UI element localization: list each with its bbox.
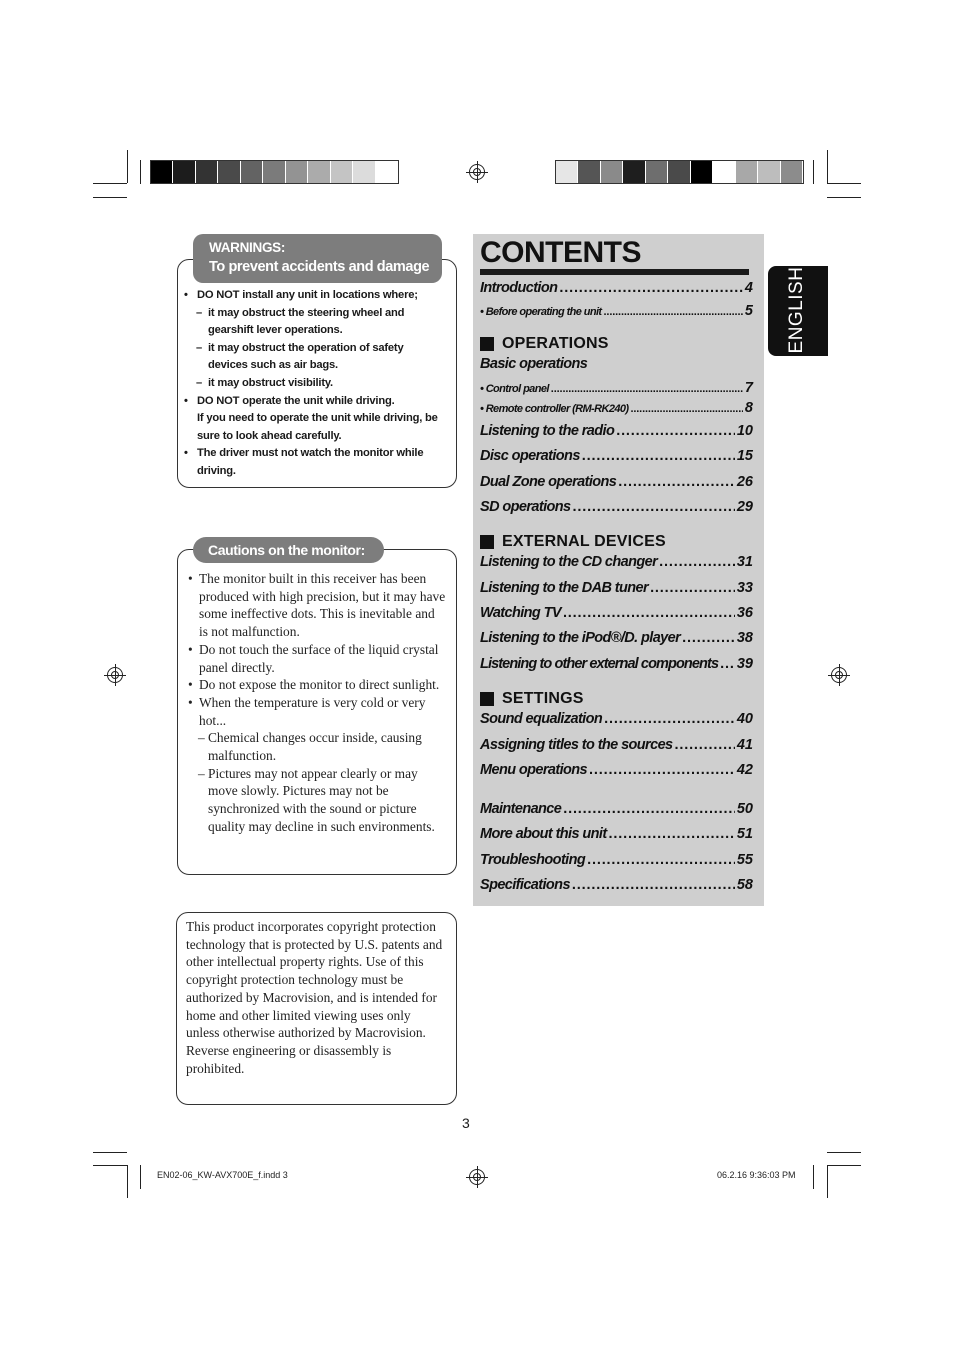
color-swatch: [668, 161, 690, 183]
color-swatch: [151, 161, 173, 183]
warnings-list: [184, 287, 446, 481]
page-number: 3: [462, 1115, 470, 1131]
list-item: • DO NOT install any unit in locations where;: [184, 289, 418, 301]
list-item: – it may obstruct visibility.: [196, 376, 333, 389]
color-swatch: [713, 161, 735, 183]
crop-mark: [140, 160, 141, 184]
color-swatch: [758, 161, 780, 183]
crop-mark: [140, 1165, 141, 1189]
toc-entry[interactable]: Dual Zone operations . . . 26: [480, 474, 753, 490]
list-item: • Do not touch the surface of the liquid crystal panel directly.: [188, 641, 439, 675]
crop-mark: [93, 183, 127, 184]
list-item: – Pictures may not appear clearly or may move slowly. Pictures may not be synchronized with the sound or picture quality may decline in such environments.: [198, 765, 435, 834]
registration-mark-icon: [107, 667, 123, 683]
color-swatch: [578, 161, 600, 183]
cautions-list: [188, 570, 446, 836]
warnings-heading: WARNINGS:: [209, 240, 286, 255]
toc-entry[interactable]: Listening to other external components . . . 39: [480, 656, 753, 672]
crop-mark: [827, 1165, 828, 1198]
color-swatch: [353, 161, 375, 183]
toc-entry[interactable]: Specifications . . . 58: [480, 877, 753, 893]
square-bullet-icon: [480, 535, 494, 549]
color-swatch: [376, 161, 398, 183]
list-item: • The driver must not watch the monitor while driving.: [184, 447, 424, 477]
list-item: – it may obstruct the operation of safety devices such as air bags.: [196, 341, 404, 372]
section-heading-external-devices: EXTERNAL DEVICES: [480, 533, 666, 551]
square-bullet-icon: [480, 692, 494, 706]
color-swatch: [623, 161, 645, 183]
list-item: • The monitor built in this receiver has been produced with high precision, but it may have some ineffective dots. This is inevitable and is not malfunction.: [188, 571, 446, 640]
color-swatch: [218, 161, 240, 183]
color-swatch: [196, 161, 218, 183]
color-swatch: [781, 161, 803, 183]
toc-entry[interactable]: Listening to the CD changer . . . 31: [480, 554, 753, 570]
toc-entry[interactable]: • Before operating the unit . . . 5: [480, 303, 753, 319]
section-heading-settings: SETTINGS: [480, 690, 584, 708]
contents-title: CONTENTS: [480, 236, 641, 269]
list-item: • Do not expose the monitor to direct sunlight.: [188, 677, 440, 693]
crop-mark: [93, 197, 127, 198]
crop-mark: [93, 1165, 127, 1166]
color-swatch: [241, 161, 263, 183]
color-swatch: [263, 161, 285, 183]
list-item: • When the temperature is very cold or very hot...: [188, 694, 426, 728]
color-swatch: [691, 161, 713, 183]
list-item: • DO NOT operate the unit while driving. If you need to operate the unit while driving, be sure to look ahead carefully.: [184, 394, 438, 442]
crop-mark: [827, 150, 828, 183]
warnings-subheading: To prevent accidents and damage: [209, 259, 430, 275]
toc-entry[interactable]: Maintenance . . . 50: [480, 801, 753, 817]
color-swatch: [601, 161, 623, 183]
toc-entry[interactable]: Disc operations . . . 15: [480, 448, 753, 464]
color-swatch: [308, 161, 330, 183]
color-swatch: [736, 161, 758, 183]
language-tab[interactable]: [768, 266, 828, 356]
color-bar-left: [150, 160, 399, 184]
list-item: – it may obstruct the steering wheel and gearshift lever operations.: [196, 306, 405, 337]
toc-entry[interactable]: Menu operations . . . 42: [480, 762, 753, 778]
warnings-tab: [193, 234, 442, 283]
color-swatch: [286, 161, 308, 183]
color-swatch: [173, 161, 195, 183]
crop-mark: [813, 160, 814, 184]
cautions-heading: Cautions on the monitor:: [208, 542, 365, 558]
crop-mark: [827, 1152, 861, 1153]
toc-entry[interactable]: More about this unit . . . 51: [480, 826, 753, 842]
toc-entry[interactable]: Introduction . . . 4: [480, 280, 753, 296]
toc-entry[interactable]: Listening to the radio . . . 10: [480, 423, 753, 439]
registration-mark-icon: [469, 164, 485, 180]
registration-mark-icon: [831, 667, 847, 683]
color-swatch: [646, 161, 668, 183]
color-bar-right: [555, 160, 804, 184]
contents-rule: [480, 269, 749, 275]
crop-mark: [827, 197, 861, 198]
color-swatch: [331, 161, 353, 183]
footer-filename: EN02-06_KW-AVX700E_f.indd 3: [157, 1170, 288, 1180]
toc-entry[interactable]: • Control panel . . . 7: [480, 380, 753, 396]
subheading-basic-operations: Basic operations: [480, 356, 588, 372]
registration-mark-icon: [469, 1169, 485, 1185]
language-label: ENGLISH: [786, 266, 807, 354]
toc-entry[interactable]: Troubleshooting . . . 55: [480, 852, 753, 868]
copyright-text: This product incorporates copyright protection technology that is protected by U.S. patents and other intellectual property rights. Use of this copyright protection technology must be authorized by Macrovision, and is intended for home and other limited viewing uses only unless otherwise authorized by Macrovision. Reverse engineering or disassembly is prohibited.: [186, 919, 443, 1076]
toc-entry[interactable]: Sound equalization . . . 40: [480, 711, 753, 727]
crop-mark: [127, 150, 128, 183]
cautions-tab: [193, 537, 384, 563]
list-item: – Chemical changes occur inside, causing malfunction.: [198, 730, 422, 764]
color-swatch: [556, 161, 578, 183]
toc-entry[interactable]: Watching TV . . . 36: [480, 605, 753, 621]
crop-mark: [127, 1165, 128, 1198]
toc-entry[interactable]: SD operations . . . 29: [480, 499, 753, 515]
crop-mark: [827, 183, 861, 184]
footer-timestamp: 06.2.16 9:36:03 PM: [717, 1170, 796, 1180]
toc-entry[interactable]: • Remote controller (RM-RK240) . . . 8: [480, 400, 753, 416]
toc-entry[interactable]: Listening to the iPod®/D. player . . . 38: [480, 630, 753, 646]
section-heading-operations: OPERATIONS: [480, 335, 609, 353]
crop-mark: [813, 1165, 814, 1189]
square-bullet-icon: [480, 337, 494, 351]
toc-entry[interactable]: Assigning titles to the sources . . . 41: [480, 737, 753, 753]
crop-mark: [93, 1152, 127, 1153]
toc-entry[interactable]: Listening to the DAB tuner . . . 33: [480, 580, 753, 596]
crop-mark: [827, 1165, 861, 1166]
